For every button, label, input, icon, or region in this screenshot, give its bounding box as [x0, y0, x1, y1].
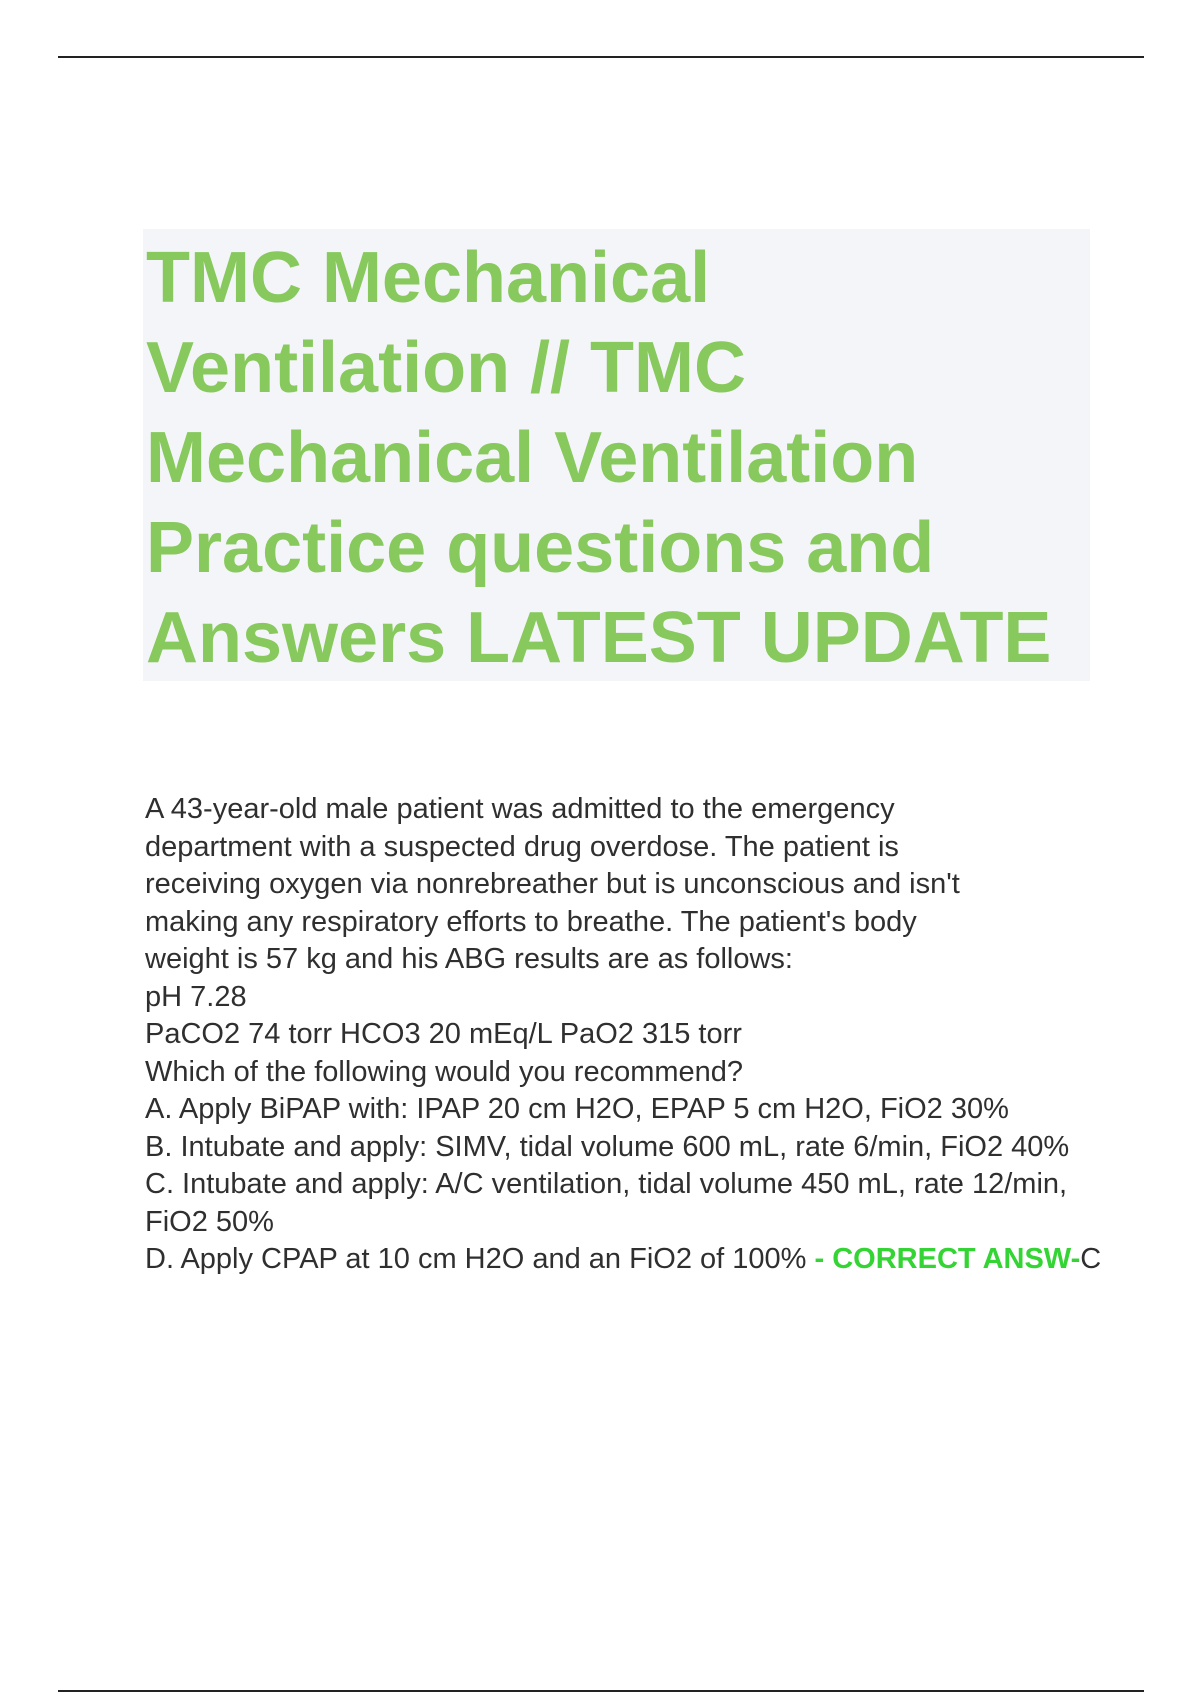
option-d-line: [145, 1241, 1105, 1279]
correct-answer-marker: - CORRECT ANSW-: [806, 1243, 1081, 1275]
option-c: C. Intubate and apply: A/C ventilation, tidal volume 450 mL, rate 12/min, FiO2 50%: [145, 1168, 1076, 1238]
correct-answer: C: [1080, 1243, 1102, 1275]
abg-ph: pH 7.28: [145, 980, 247, 1013]
abg-values: PaCO2 74 torr HCO3 20 mEq/L PaO2 315 torr: [145, 1018, 742, 1050]
question-stem-line: making any respiratory efforts to breathe. The patient's body: [145, 905, 917, 938]
question-stem-line: department with a suspected drug overdose. The patient is: [145, 830, 899, 863]
question-block: [145, 791, 1105, 1279]
title-box: [143, 229, 1090, 681]
question-stem-line: receiving oxygen via nonrebreather but is unconscious and isn't: [145, 868, 960, 900]
document-title: TMC Mechanical Ventilation // TMC Mechanical Ventilation Practice questions and Answers LATEST UPDATE: [146, 238, 1052, 678]
question-stem-line: weight is 57 kg and his ABG results are as follows:: [145, 943, 793, 975]
option-b: B. Intubate and apply: SIMV, tidal volume 600 mL, rate 6/min, FiO2 40%: [145, 1130, 1070, 1163]
question-stem-line: A 43-year-old male patient was admitted to the emergency: [145, 793, 895, 825]
top-rule: [58, 56, 1144, 58]
bottom-rule: [58, 1690, 1144, 1692]
question-prompt: Which of the following would you recommend?: [145, 1055, 744, 1088]
option-d: D. Apply CPAP at 10 cm H2O and an FiO2 of 100%: [145, 1243, 807, 1275]
option-a: A. Apply BiPAP with: IPAP 20 cm H2O, EPAP 5 cm H2O, FiO2 30%: [145, 1093, 1009, 1125]
